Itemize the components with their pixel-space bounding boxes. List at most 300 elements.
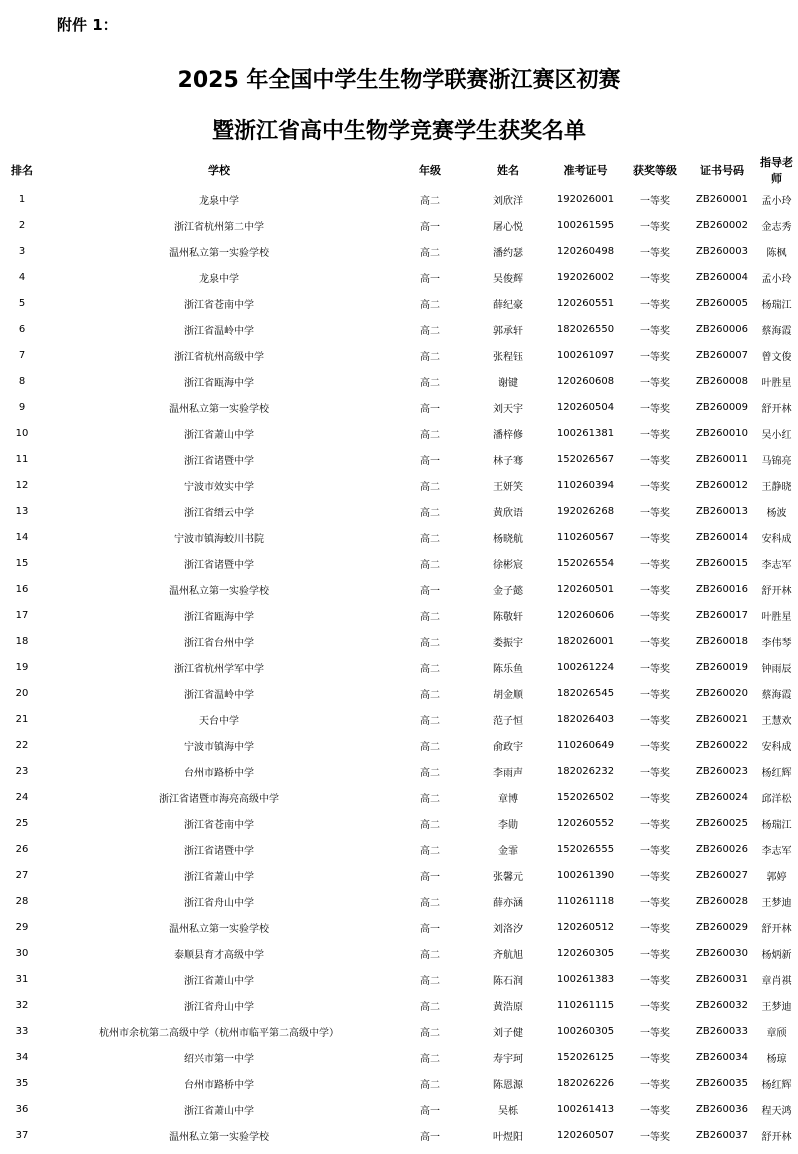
rank-cell: 16 [15, 583, 29, 595]
grade-cell: 高二 [420, 377, 440, 389]
grade-cell: 高一 [420, 871, 440, 883]
school-cell: 浙江省苍南中学 [184, 299, 254, 311]
table-row [0, 472, 798, 498]
table-row [0, 758, 798, 784]
rank-cell: 3 [18, 245, 26, 257]
table-row [0, 888, 798, 914]
school-cell: 浙江省萧山中学 [184, 975, 254, 987]
teacher-cell: 陈枫 [766, 247, 787, 259]
rank-cell: 1 [18, 193, 26, 205]
exam-id-cell: 120260552 [556, 817, 615, 829]
award-level-cell: 一等奖 [640, 585, 670, 597]
school-cell: 温州私立第一实验学校 [169, 923, 269, 935]
certificate-no-cell: ZB260026 [696, 843, 748, 855]
grade-cell: 高一 [420, 273, 440, 285]
teacher-cell: 叶胜星 [761, 377, 792, 389]
student-name-cell: 范子恒 [493, 715, 523, 727]
rank-cell: 9 [18, 401, 26, 413]
school-cell: 浙江省缙云中学 [184, 507, 254, 519]
header-rank: 排名 [11, 164, 33, 177]
grade-cell: 高二 [420, 559, 440, 571]
student-name-cell: 郭承轩 [493, 325, 523, 337]
teacher-cell: 杨炳新 [761, 949, 792, 961]
certificate-no-cell: ZB260010 [696, 427, 748, 439]
award-level-cell: 一等奖 [640, 767, 670, 779]
rank-cell: 12 [15, 479, 29, 491]
grade-cell: 高二 [420, 897, 440, 909]
school-cell: 浙江省舟山中学 [184, 897, 254, 909]
exam-id-cell: 100260305 [556, 1025, 615, 1037]
certificate-no-cell: ZB260028 [696, 895, 748, 907]
rank-cell: 5 [18, 297, 26, 309]
table-row [0, 212, 798, 238]
exam-id-cell: 100261224 [556, 661, 615, 673]
table-row [0, 680, 798, 706]
table-row [0, 394, 798, 420]
table-body [0, 186, 798, 1148]
certificate-no-cell: ZB260012 [696, 479, 748, 491]
student-name-cell: 章博 [498, 793, 518, 805]
teacher-cell: 郭婷 [766, 871, 787, 883]
grade-cell: 高一 [420, 403, 440, 415]
grade-cell: 高二 [420, 741, 440, 753]
rank-cell: 23 [15, 765, 29, 777]
teacher-cell: 杨红辉 [761, 1079, 792, 1091]
exam-id-cell: 100261595 [556, 219, 615, 231]
rank-cell: 31 [15, 973, 29, 985]
awards-table [0, 154, 798, 1148]
student-name-cell: 齐航旭 [493, 949, 523, 961]
table-row [0, 654, 798, 680]
grade-cell: 高一 [420, 1131, 440, 1143]
award-level-cell: 一等奖 [640, 247, 670, 259]
teacher-cell: 金志秀 [761, 221, 792, 233]
exam-id-cell: 110260394 [556, 479, 615, 491]
certificate-no-cell: ZB260016 [696, 583, 748, 595]
header-exam-id: 准考证号 [563, 164, 608, 177]
exam-id-cell: 182026403 [556, 713, 615, 725]
certificate-no-cell: ZB260030 [696, 947, 748, 959]
school-cell: 浙江省瓯海中学 [184, 611, 254, 623]
rank-cell: 25 [15, 817, 29, 829]
rank-cell: 2 [18, 219, 26, 231]
school-cell: 浙江省台州中学 [184, 637, 254, 649]
certificate-no-cell: ZB260029 [696, 921, 748, 933]
school-cell: 宁波市镇海蛟川书院 [174, 533, 264, 545]
grade-cell: 高二 [420, 637, 440, 649]
certificate-no-cell: ZB260022 [696, 739, 748, 751]
table-row [0, 342, 798, 368]
teacher-cell: 杨波 [766, 507, 787, 519]
school-cell: 浙江省萧山中学 [184, 1105, 254, 1117]
rank-cell: 26 [15, 843, 29, 855]
certificate-no-cell: ZB260001 [696, 193, 748, 205]
certificate-no-cell: ZB260037 [696, 1129, 748, 1141]
award-level-cell: 一等奖 [640, 429, 670, 441]
student-name-cell: 金霏 [498, 845, 518, 857]
table-row [0, 732, 798, 758]
school-cell: 浙江省诸暨中学 [184, 559, 254, 571]
award-level-cell: 一等奖 [640, 1079, 670, 1091]
teacher-cell: 杨红辉 [761, 767, 792, 779]
rank-cell: 30 [15, 947, 29, 959]
certificate-no-cell: ZB260031 [696, 973, 748, 985]
grade-cell: 高二 [420, 481, 440, 493]
student-name-cell: 黄欣语 [493, 507, 523, 519]
award-level-cell: 一等奖 [640, 1053, 670, 1065]
certificate-no-cell: ZB260011 [696, 453, 748, 465]
table-row [0, 446, 798, 472]
school-cell: 浙江省萧山中学 [184, 429, 254, 441]
table-row [0, 550, 798, 576]
rank-cell: 17 [15, 609, 29, 621]
header-grade: 年级 [419, 164, 441, 177]
teacher-cell: 王慧欢 [761, 715, 792, 727]
school-cell: 浙江省萧山中学 [184, 871, 254, 883]
grade-cell: 高二 [420, 429, 440, 441]
award-level-cell: 一等奖 [640, 1131, 670, 1143]
grade-cell: 高二 [420, 793, 440, 805]
teacher-cell: 舒开林 [761, 585, 792, 597]
table-row [0, 914, 798, 940]
certificate-no-cell: ZB260024 [696, 791, 748, 803]
student-name-cell: 陈乐鱼 [493, 663, 523, 675]
exam-id-cell: 120260512 [556, 921, 615, 933]
school-cell: 浙江省诸暨中学 [184, 845, 254, 857]
header-school: 学校 [208, 164, 230, 177]
exam-id-cell: 100261413 [556, 1103, 615, 1115]
student-name-cell: 潘约瑟 [493, 247, 523, 259]
award-level-cell: 一等奖 [640, 637, 670, 649]
grade-cell: 高二 [420, 1027, 440, 1039]
exam-id-cell: 100261097 [556, 349, 615, 361]
table-row [0, 836, 798, 862]
school-cell: 浙江省苍南中学 [184, 819, 254, 831]
certificate-no-cell: ZB260007 [696, 349, 748, 361]
certificate-no-cell: ZB260018 [696, 635, 748, 647]
table-row [0, 238, 798, 264]
table-row [0, 992, 798, 1018]
exam-id-cell: 110260567 [556, 531, 615, 543]
table-row [0, 1122, 798, 1148]
exam-id-cell: 120260501 [556, 583, 615, 595]
school-cell: 杭州市余杭第二高级中学（杭州市临平第二高级中学） [99, 1027, 339, 1039]
grade-cell: 高二 [420, 351, 440, 363]
certificate-no-cell: ZB260003 [696, 245, 748, 257]
rank-cell: 10 [15, 427, 29, 439]
school-cell: 绍兴市第一中学 [184, 1053, 254, 1065]
exam-id-cell: 192026002 [556, 271, 615, 283]
certificate-no-cell: ZB260036 [696, 1103, 748, 1115]
student-name-cell: 杨晓航 [493, 533, 523, 545]
award-level-cell: 一等奖 [640, 871, 670, 883]
grade-cell: 高二 [420, 507, 440, 519]
award-level-cell: 一等奖 [640, 195, 670, 207]
grade-cell: 高二 [420, 767, 440, 779]
grade-cell: 高二 [420, 325, 440, 337]
school-cell: 台州市路桥中学 [184, 767, 254, 779]
rank-cell: 18 [15, 635, 29, 647]
document-subtitle: 暨浙江省高中生物学竞赛学生获奖名单 [211, 119, 586, 144]
school-cell: 浙江省杭州高级中学 [174, 351, 264, 363]
award-level-cell: 一等奖 [640, 845, 670, 857]
school-cell: 宁波市效实中学 [184, 481, 254, 493]
table-row [0, 862, 798, 888]
award-level-cell: 一等奖 [640, 403, 670, 415]
teacher-cell: 马锦亮 [761, 455, 792, 467]
award-level-cell: 一等奖 [640, 1027, 670, 1039]
student-name-cell: 陈恩源 [493, 1079, 523, 1091]
certificate-no-cell: ZB260035 [696, 1077, 748, 1089]
rank-cell: 28 [15, 895, 29, 907]
exam-id-cell: 192026268 [556, 505, 615, 517]
teacher-cell: 李志军 [761, 559, 792, 571]
rank-cell: 20 [15, 687, 29, 699]
table-row [0, 498, 798, 524]
header-award-level: 获奖等级 [633, 164, 677, 177]
school-cell: 泰顺县育才高级中学 [174, 949, 264, 961]
student-name-cell: 黄浩原 [493, 1001, 523, 1013]
award-level-cell: 一等奖 [640, 1105, 670, 1117]
award-level-cell: 一等奖 [640, 455, 670, 467]
school-cell: 龙泉中学 [199, 195, 239, 207]
student-name-cell: 谢键 [498, 377, 518, 389]
table-row [0, 1044, 798, 1070]
exam-id-cell: 182026545 [556, 687, 615, 699]
certificate-no-cell: ZB260008 [696, 375, 748, 387]
grade-cell: 高一 [420, 221, 440, 233]
grade-cell: 高二 [420, 949, 440, 961]
exam-id-cell: 120260498 [556, 245, 615, 257]
certificate-no-cell: ZB260023 [696, 765, 748, 777]
rank-cell: 22 [15, 739, 29, 751]
teacher-cell: 蔡海霞 [761, 325, 792, 337]
student-name-cell: 林子骞 [493, 455, 523, 467]
table-row [0, 186, 798, 212]
award-level-cell: 一等奖 [640, 559, 670, 571]
award-level-cell: 一等奖 [640, 299, 670, 311]
grade-cell: 高二 [420, 1079, 440, 1091]
school-cell: 浙江省诸暨中学 [184, 455, 254, 467]
teacher-cell: 李伟琴 [761, 637, 792, 649]
grade-cell: 高一 [420, 1105, 440, 1117]
school-cell: 浙江省温岭中学 [184, 325, 254, 337]
grade-cell: 高二 [420, 533, 440, 545]
rank-cell: 8 [18, 375, 26, 387]
teacher-cell: 孟小玲 [761, 273, 792, 285]
exam-id-cell: 182026226 [556, 1077, 615, 1089]
exam-id-cell: 182026550 [556, 323, 615, 335]
award-level-cell: 一等奖 [640, 741, 670, 753]
table-row [0, 940, 798, 966]
table-row [0, 966, 798, 992]
rank-cell: 21 [15, 713, 29, 725]
student-name-cell: 李勋 [498, 819, 518, 831]
teacher-cell: 杨瑞江 [761, 819, 792, 831]
table-row [0, 290, 798, 316]
grade-cell: 高二 [420, 195, 440, 207]
exam-id-cell: 110261118 [556, 895, 615, 907]
certificate-no-cell: ZB260005 [696, 297, 748, 309]
rank-cell: 19 [15, 661, 29, 673]
student-name-cell: 陈石润 [493, 975, 523, 987]
student-name-cell: 叶煜阳 [493, 1131, 523, 1143]
rank-cell: 36 [15, 1103, 29, 1115]
table-row [0, 368, 798, 394]
teacher-cell: 邱洋松 [761, 793, 792, 805]
teacher-cell: 杨瑞江 [761, 299, 792, 311]
certificate-no-cell: ZB260014 [696, 531, 748, 543]
award-level-cell: 一等奖 [640, 793, 670, 805]
award-level-cell: 一等奖 [640, 949, 670, 961]
exam-id-cell: 120260305 [556, 947, 615, 959]
grade-cell: 高二 [420, 663, 440, 675]
grade-cell: 高二 [420, 819, 440, 831]
teacher-cell: 叶胜星 [761, 611, 792, 623]
student-name-cell: 张馨元 [493, 871, 523, 883]
rank-cell: 24 [15, 791, 29, 803]
table-row [0, 706, 798, 732]
student-name-cell: 陈敬轩 [493, 611, 523, 623]
exam-id-cell: 120260608 [556, 375, 615, 387]
teacher-cell: 钟雨辰 [761, 663, 792, 675]
header-teacher: 指导老师 [760, 156, 793, 185]
certificate-no-cell: ZB260002 [696, 219, 748, 231]
student-name-cell: 王妍笑 [493, 481, 523, 493]
award-level-cell: 一等奖 [640, 1001, 670, 1013]
attachment-label: 附件 1： [57, 16, 118, 34]
award-level-cell: 一等奖 [640, 897, 670, 909]
student-name-cell: 屠心悦 [493, 221, 523, 233]
school-cell: 温州私立第一实验学校 [169, 403, 269, 415]
rank-cell: 29 [15, 921, 29, 933]
school-cell: 温州私立第一实验学校 [169, 247, 269, 259]
table-row [0, 420, 798, 446]
certificate-no-cell: ZB260034 [696, 1051, 748, 1063]
teacher-cell: 曾文俊 [761, 351, 792, 363]
rank-cell: 11 [15, 453, 29, 465]
exam-id-cell: 120260551 [556, 297, 615, 309]
teacher-cell: 舒开林 [761, 1131, 792, 1143]
certificate-no-cell: ZB260027 [696, 869, 748, 881]
grade-cell: 高二 [420, 247, 440, 259]
student-name-cell: 薛亦涵 [493, 897, 523, 909]
school-cell: 浙江省温岭中学 [184, 689, 254, 701]
student-name-cell: 徐彬宸 [493, 559, 523, 571]
school-cell: 浙江省舟山中学 [184, 1001, 254, 1013]
table-row [0, 784, 798, 810]
exam-id-cell: 182026001 [556, 635, 615, 647]
certificate-no-cell: ZB260020 [696, 687, 748, 699]
rank-cell: 13 [15, 505, 29, 517]
teacher-cell: 孟小玲 [761, 195, 792, 207]
grade-cell: 高二 [420, 1053, 440, 1065]
exam-id-cell: 100261381 [556, 427, 615, 439]
grade-cell: 高二 [420, 1001, 440, 1013]
teacher-cell: 杨琼 [766, 1053, 787, 1065]
certificate-no-cell: ZB260013 [696, 505, 748, 517]
rank-cell: 6 [18, 323, 26, 335]
student-name-cell: 刘洛汐 [493, 923, 523, 935]
award-level-cell: 一等奖 [640, 663, 670, 675]
exam-id-cell: 152026502 [556, 791, 615, 803]
teacher-cell: 舒开林 [761, 403, 792, 415]
teacher-cell: 蔡海霞 [761, 689, 792, 701]
student-name-cell: 张程钰 [493, 351, 523, 363]
school-cell: 浙江省瓯海中学 [184, 377, 254, 389]
award-level-cell: 一等奖 [640, 533, 670, 545]
school-cell: 宁波市镇海中学 [184, 741, 254, 753]
award-level-cell: 一等奖 [640, 325, 670, 337]
grade-cell: 高二 [420, 299, 440, 311]
award-level-cell: 一等奖 [640, 481, 670, 493]
grade-cell: 高一 [420, 455, 440, 467]
school-cell: 天台中学 [199, 715, 239, 727]
rank-cell: 4 [18, 271, 26, 283]
teacher-cell: 程天鸿 [761, 1105, 792, 1117]
table-row [0, 1096, 798, 1122]
rank-cell: 37 [15, 1129, 29, 1141]
school-cell: 台州市路桥中学 [184, 1079, 254, 1091]
certificate-no-cell: ZB260004 [696, 271, 748, 283]
student-name-cell: 吴栎 [498, 1105, 518, 1117]
exam-id-cell: 182026232 [556, 765, 615, 777]
grade-cell: 高二 [420, 689, 440, 701]
exam-id-cell: 110261115 [556, 999, 615, 1011]
table-row [0, 316, 798, 342]
award-level-cell: 一等奖 [640, 975, 670, 987]
grade-cell: 高一 [420, 585, 440, 597]
school-cell: 温州私立第一实验学校 [169, 1131, 269, 1143]
exam-id-cell: 152026555 [556, 843, 615, 855]
award-level-cell: 一等奖 [640, 689, 670, 701]
exam-id-cell: 100261383 [556, 973, 615, 985]
teacher-cell: 吴小红 [761, 429, 792, 441]
student-name-cell: 刘欣洋 [493, 195, 523, 207]
exam-id-cell: 120260606 [556, 609, 615, 621]
rank-cell: 33 [15, 1025, 29, 1037]
rank-cell: 15 [15, 557, 29, 569]
award-level-cell: 一等奖 [640, 351, 670, 363]
rank-cell: 14 [15, 531, 29, 543]
teacher-cell: 李志军 [761, 845, 792, 857]
header-name: 姓名 [497, 164, 519, 177]
exam-id-cell: 152026554 [556, 557, 615, 569]
certificate-no-cell: ZB260033 [696, 1025, 748, 1037]
exam-id-cell: 110260649 [556, 739, 615, 751]
table-row [0, 810, 798, 836]
award-level-cell: 一等奖 [640, 923, 670, 935]
school-cell: 龙泉中学 [199, 273, 239, 285]
table-row [0, 602, 798, 628]
student-name-cell: 薛纪豪 [493, 299, 523, 311]
table-row [0, 628, 798, 654]
award-level-cell: 一等奖 [640, 377, 670, 389]
grade-cell: 高二 [420, 715, 440, 727]
student-name-cell: 吴俊辉 [493, 273, 523, 285]
award-level-cell: 一等奖 [640, 221, 670, 233]
school-cell: 温州私立第一实验学校 [169, 585, 269, 597]
rank-cell: 27 [15, 869, 29, 881]
certificate-no-cell: ZB260015 [696, 557, 748, 569]
award-level-cell: 一等奖 [640, 507, 670, 519]
student-name-cell: 刘天宇 [493, 403, 523, 415]
award-level-cell: 一等奖 [640, 273, 670, 285]
exam-id-cell: 120260504 [556, 401, 615, 413]
teacher-cell: 舒开林 [761, 923, 792, 935]
rank-cell: 35 [15, 1077, 29, 1089]
grade-cell: 高一 [420, 923, 440, 935]
